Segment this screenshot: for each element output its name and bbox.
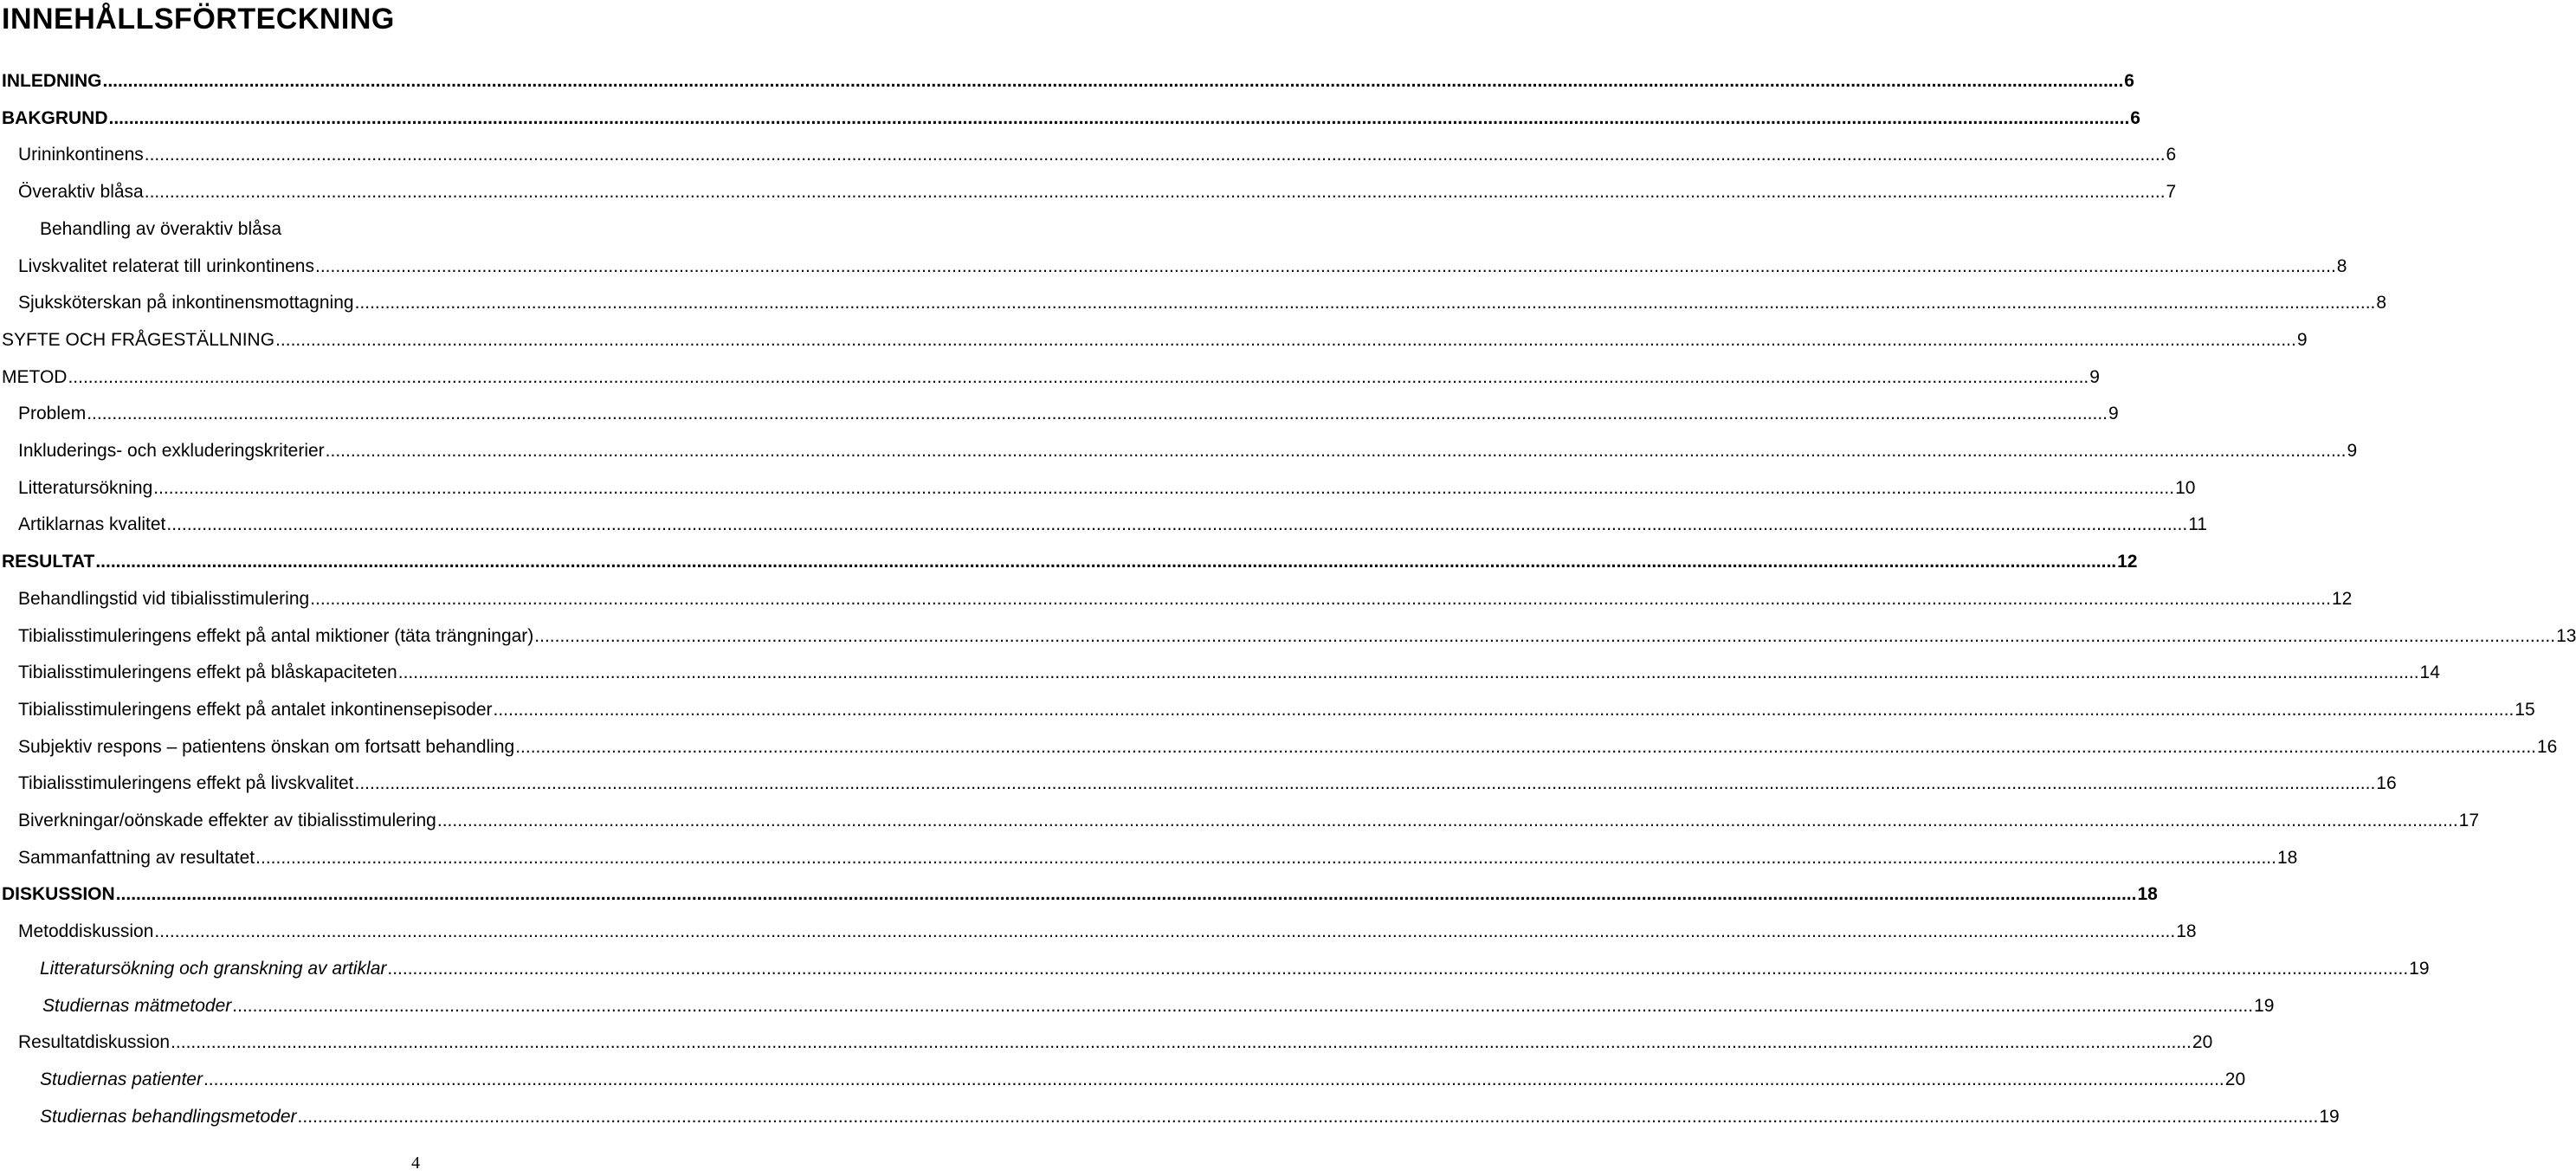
toc-entry-page: 16 — [2537, 736, 2558, 757]
toc-entry[interactable] — [18, 287, 2387, 314]
toc-entry-label: Studiernas mätmetoder — [42, 995, 232, 1016]
toc-entry-page: 8 — [2336, 255, 2347, 276]
toc-dot-leader: ................................................................................................................................................................................................................................................................................................................................................................................................................ — [153, 477, 2175, 498]
toc-entry[interactable] — [40, 1101, 2340, 1128]
toc-entry-page: 19 — [2409, 958, 2430, 979]
toc-dot-leader: ................................................................................................................................................................................................................................................................................................................................................................................................................ — [310, 588, 2331, 609]
toc-dot-leader: ................................................................................................................................................................................................................................................................................................................................................................................................................ — [68, 366, 2089, 387]
toc-dot-leader: ................................................................................................................................................................................................................................................................................................................................................................................................................ — [515, 736, 2536, 757]
toc-entry-page: 8 — [2376, 293, 2387, 313]
toc-dot-leader: ................................................................................................................................................................................................................................................................................................................................................................................................................ — [315, 255, 2336, 276]
toc-entry-label: Sammanfattning av resultatet — [18, 847, 255, 868]
toc-entry-label: Överaktiv blåsa — [18, 182, 144, 203]
toc-entry-page: 16 — [2376, 773, 2397, 794]
toc-entry-label: Tibialisstimuleringens effekt på antal miktioner (täta trängningar) — [18, 625, 534, 646]
toc-entry-page: 6 — [2130, 107, 2140, 128]
toc-dot-leader: ................................................................................................................................................................................................................................................................................................................................................................................................................ — [325, 441, 2347, 461]
toc-entry-label: RESULTAT — [2, 552, 95, 572]
toc-dot-leader: ................................................................................................................................................................................................................................................................................................................................................................................................................ — [493, 699, 2515, 720]
toc-dot-leader: ................................................................................................................................................................................................................................................................................................................................................................................................................ — [108, 107, 2130, 128]
toc-entry-page: 11 — [2188, 514, 2207, 535]
toc-entry-page: 20 — [2224, 1069, 2246, 1089]
toc-entry-page: 17 — [2458, 811, 2480, 830]
toc-dot-leader: ................................................................................................................................................................................................................................................................................................................................................................................................................ — [297, 1106, 2319, 1127]
toc-entry-page: 9 — [2108, 404, 2119, 424]
toc-entry[interactable] — [18, 620, 2576, 648]
toc-entry-page: 6 — [2166, 145, 2177, 165]
toc-dot-leader: ................................................................................................................................................................................................................................................................................................................................................................................................................ — [115, 884, 2137, 905]
toc-entry-page: 20 — [2192, 1032, 2213, 1053]
toc-dot-leader: ................................................................................................................................................................................................................................................................................................................................................................................................................ — [171, 1032, 2192, 1053]
toc-entry[interactable] — [42, 990, 2275, 1018]
toc-entry-label: Inkluderings- och exkluderingskriterier — [18, 441, 325, 461]
toc-entry-label: Studiernas patienter — [40, 1069, 203, 1089]
toc-dot-leader: ................................................................................................................................................................................................................................................................................................................................................................................................................ — [354, 773, 2376, 794]
toc-entry-label: Problem — [18, 404, 87, 424]
toc-entry-label: Biverkningar/oönskade effekter av tibialisstimulering — [18, 811, 436, 830]
toc-entry-label: METOD — [2, 366, 68, 387]
toc-entry-page: 19 — [2254, 995, 2275, 1016]
toc-entry-label: SYFTE OCH FRÅGESTÄLLNING — [2, 329, 275, 350]
page-number: 4 — [411, 1153, 420, 1173]
toc-entry[interactable] — [18, 915, 2197, 943]
toc-entry[interactable] — [18, 656, 2440, 684]
toc-entry-label: Behandlingstid vid tibialisstimulering — [18, 588, 310, 609]
toc-entry-label: Artiklarnas kvalitet — [18, 514, 166, 535]
toc-entry-label: Litteratursökning och granskning av artiklar — [40, 958, 387, 979]
toc-entry[interactable] — [2, 878, 2158, 906]
toc-entry-label: DISKUSSION — [2, 884, 115, 905]
toc-entry-page: 9 — [2089, 366, 2100, 387]
toc-entry[interactable] — [18, 1026, 2213, 1054]
toc-entry[interactable] — [18, 397, 2119, 425]
toc-entry-label: INLEDNING — [2, 71, 102, 91]
toc-entry[interactable] — [40, 953, 2430, 980]
toc-entry[interactable] — [18, 842, 2298, 869]
toc-entry[interactable] — [40, 1063, 2246, 1091]
toc-entry-label: Studiernas behandlingsmetoder — [40, 1106, 297, 1127]
toc-entry[interactable] — [2, 361, 2100, 389]
toc-entry[interactable] — [18, 139, 2177, 166]
toc-dot-leader: ................................................................................................................................................................................................................................................................................................................................................................................................................ — [144, 145, 2166, 165]
toc-dot-leader: ................................................................................................................................................................................................................................................................................................................................................................................................................ — [232, 995, 2254, 1016]
toc-entry-label: Livskvalitet relaterat till urinkontinens — [18, 255, 314, 276]
toc-entry-label: Urininkontinens — [18, 145, 144, 165]
toc-dot-leader: ................................................................................................................................................................................................................................................................................................................................................................................................................ — [154, 921, 2176, 942]
toc-entry-page: 13 — [2556, 625, 2576, 646]
toc-entry-label: Behandling av överaktiv blåsa — [40, 218, 282, 239]
toc-entry-label: Tibialisstimuleringens effekt på antalet inkontinensepisoder — [18, 699, 493, 720]
toc-entry-page: 12 — [2117, 552, 2138, 572]
toc-entry-page: 18 — [2276, 847, 2298, 868]
toc-dot-leader: ................................................................................................................................................................................................................................................................................................................................................................................................................ — [255, 847, 2276, 868]
toc-dot-leader: ................................................................................................................................................................................................................................................................................................................................................................................................................ — [354, 293, 2376, 313]
toc-entry-page: 14 — [2419, 662, 2440, 683]
toc-dot-leader: ................................................................................................................................................................................................................................................................................................................................................................................................................ — [166, 514, 2188, 535]
toc-dot-leader: ................................................................................................................................................................................................................................................................................................................................................................................................................ — [387, 958, 2409, 979]
toc-entry[interactable] — [18, 176, 2177, 204]
toc-entry[interactable] — [18, 583, 2353, 611]
toc-dot-leader: ................................................................................................................................................................................................................................................................................................................................................................................................................ — [534, 625, 2556, 646]
toc-title: INNEHÅLLSFÖRTECKNING — [2, 3, 395, 36]
toc-entry-page: 9 — [2347, 441, 2358, 461]
toc-dot-leader: ................................................................................................................................................................................................................................................................................................................................................................................................................ — [275, 329, 2296, 350]
toc-entry[interactable] — [2, 324, 2308, 352]
toc-entry[interactable] — [2, 546, 2138, 573]
toc-dot-leader: ................................................................................................................................................................................................................................................................................................................................................................................................................ — [95, 552, 2117, 572]
toc-entry-label: Subjektiv respons – patientens önskan om fortsatt behandling — [18, 736, 515, 757]
toc-entry-label: Tibialisstimuleringens effekt på livskvalitet — [18, 773, 354, 794]
toc-entry[interactable] — [18, 472, 2196, 500]
toc-entry[interactable] — [18, 250, 2347, 278]
toc-entry-page: 15 — [2515, 699, 2535, 720]
toc-entry-label: Resultatdiskussion — [18, 1032, 171, 1053]
toc-entry-label: Sjuksköterskan på inkontinensmottagning — [18, 293, 354, 313]
toc-entry-page: 7 — [2166, 182, 2177, 203]
toc-entry[interactable] — [2, 102, 2140, 130]
toc-entry[interactable] — [2, 65, 2134, 93]
toc-dot-leader: ................................................................................................................................................................................................................................................................................................................................................................................................................ — [102, 71, 2124, 91]
toc-entry[interactable] — [18, 767, 2397, 795]
toc-entry[interactable] — [18, 508, 2207, 536]
toc-dot-leader: ................................................................................................................................................................................................................................................................................................................................................................................................................ — [397, 662, 2419, 683]
toc-entry[interactable] — [40, 213, 826, 241]
toc-entry-label: BAKGRUND — [2, 107, 108, 128]
toc-entry-page: 10 — [2175, 477, 2196, 498]
toc-dot-leader: ................................................................................................................................................................................................................................................................................................................................................................................................................ — [203, 1069, 2224, 1089]
toc-dot-leader: ................................................................................................................................................................................................................................................................................................................................................................................................................ — [144, 182, 2166, 203]
toc-entry-page: 6 — [2124, 71, 2134, 91]
toc-entry[interactable] — [18, 435, 2358, 462]
toc-dot-leader: ................................................................................................................................................................................................................................................................................................................................................................................................................ — [87, 404, 2108, 424]
toc-entry-page: 18 — [2176, 921, 2197, 942]
toc-entry-page: 12 — [2331, 588, 2353, 609]
toc-entry-page: 19 — [2319, 1106, 2340, 1127]
toc-entry[interactable] — [18, 804, 2480, 832]
toc-entry[interactable] — [18, 731, 2558, 759]
toc-entry-label: Tibialisstimuleringens effekt på blåskapaciteten — [18, 662, 397, 683]
toc-entry-page: 9 — [2296, 329, 2308, 350]
toc-entry-label: Litteratursökning — [18, 477, 153, 498]
toc-dot-leader: ................................................................................................................................................................................................................................................................................................................................................................................................................ — [436, 811, 2458, 830]
toc-entry[interactable] — [18, 694, 2535, 721]
toc-entry-page: 18 — [2137, 884, 2158, 905]
toc-entry-label: Metoddiskussion — [18, 921, 154, 942]
